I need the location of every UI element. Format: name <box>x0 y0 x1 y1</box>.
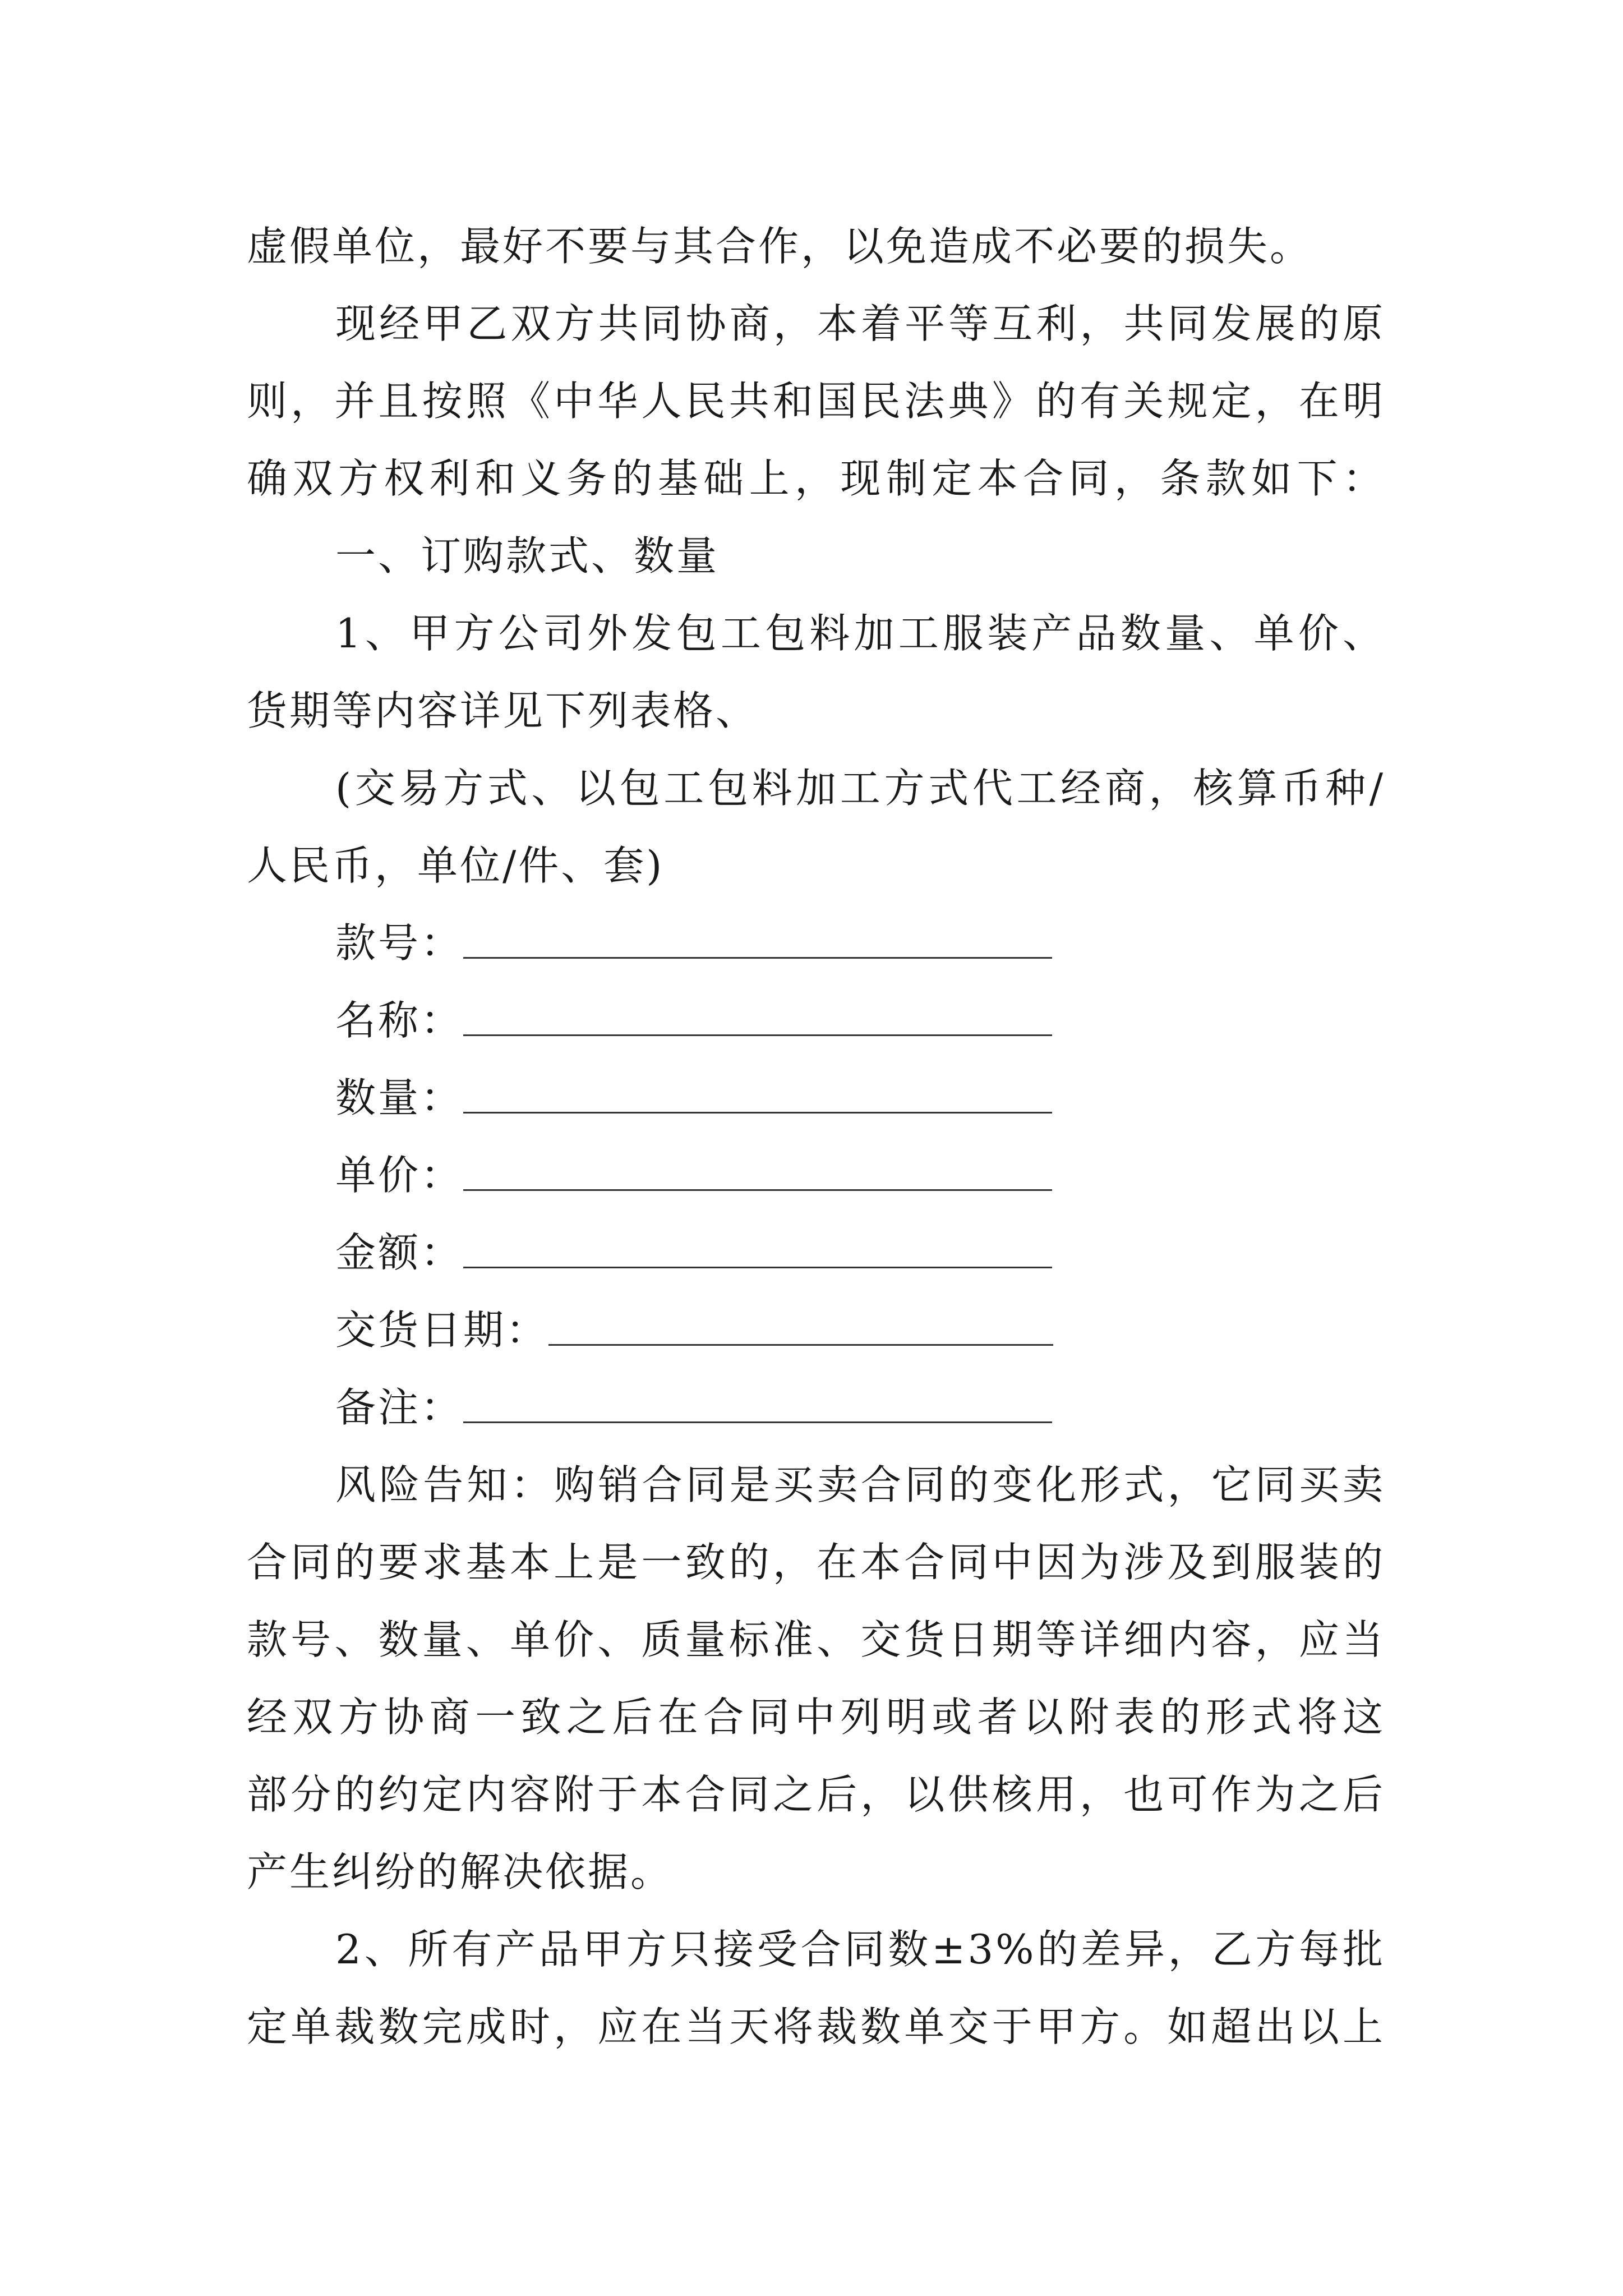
remarks-field[interactable] <box>247 1369 1385 1446</box>
style-number-field[interactable] <box>247 904 1385 982</box>
text-line: 虚假单位，最好不要与其合作，以免造成不必要的损失。 <box>247 223 1313 270</box>
quantity-field[interactable] <box>247 1059 1385 1137</box>
fill-in-blank[interactable] <box>463 1112 1052 1114</box>
field-label: 交货日期： <box>335 1306 549 1354</box>
text-line: 1、甲方公司外发包工包料加工服装产品数量、单价、 <box>335 610 1385 657</box>
field-label: 备注： <box>335 1384 464 1431</box>
text-line: 人民币，单位/件、套) <box>247 842 665 889</box>
text-line: 合同的要求基本上是一致的，在本合同中因为涉及到服装的 <box>247 1539 1385 1586</box>
document-page <box>247 208 1385 2065</box>
text-line: 现经甲乙双方共同协商，本着平等互利，共同发展的原 <box>335 300 1385 347</box>
text-line: 确双方权利和义务的基础上，现制定本合同，条款如下： <box>247 455 1385 502</box>
fill-in-blank[interactable] <box>463 1421 1052 1423</box>
field-label: 数量： <box>335 1074 464 1121</box>
section-heading: 一、订购款式、数量 <box>335 532 720 579</box>
text-line: (交易方式、以包工包料加工方式代工经商，核算币种/ <box>335 765 1385 812</box>
field-label: 金额： <box>335 1229 464 1276</box>
text-line: 产生纠纷的解决依据。 <box>247 1848 674 1895</box>
delivery-date-field[interactable] <box>247 1291 1385 1369</box>
field-label: 单价： <box>335 1152 464 1199</box>
text-line: 2、所有产品甲方只接受合同数±3%的差异，乙方每批 <box>335 1926 1385 1973</box>
text-line: 经双方协商一致之后在合同中列明或者以附表的形式将这 <box>247 1694 1385 1741</box>
text-line: 定单裁数完成时，应在当天将裁数单交于甲方。如超出以上 <box>247 2003 1385 2050</box>
fill-in-blank[interactable] <box>548 1344 1053 1346</box>
field-label: 名称： <box>335 997 464 1044</box>
text-line: 风险告知：购销合同是买卖合同的变化形式，它同买卖 <box>335 1461 1385 1508</box>
fill-in-blank[interactable] <box>463 957 1052 959</box>
field-label: 款号： <box>335 919 464 967</box>
amount-field[interactable] <box>247 1214 1385 1291</box>
text-line: 则，并且按照《中华人民共和国民法典》的有关规定，在明 <box>247 378 1385 425</box>
fill-in-blank[interactable] <box>463 1189 1052 1191</box>
product-name-field[interactable] <box>247 982 1385 1059</box>
text-line: 货期等内容详见下列表格、 <box>247 687 759 734</box>
text-line: 部分的约定内容附于本合同之后，以供核用，也可作为之后 <box>247 1771 1385 1818</box>
fill-in-blank[interactable] <box>463 1034 1052 1036</box>
unit-price-field[interactable] <box>247 1137 1385 1214</box>
text-line: 款号、数量、单价、质量标准、交货日期等详细内容，应当 <box>247 1616 1385 1663</box>
fill-in-blank[interactable] <box>463 1267 1052 1268</box>
